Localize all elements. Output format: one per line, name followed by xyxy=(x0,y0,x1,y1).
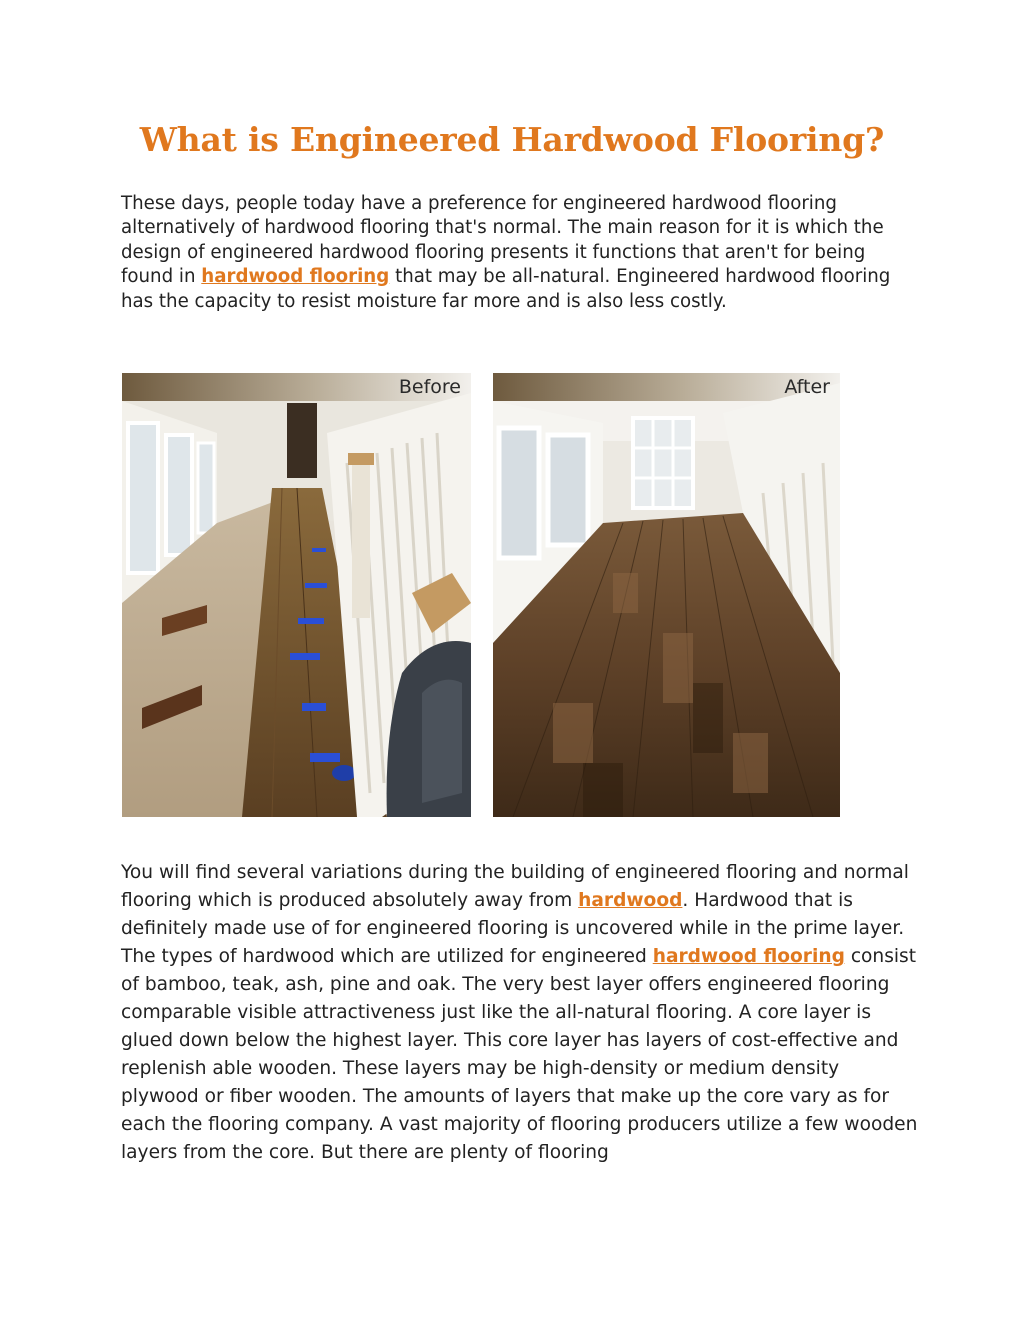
before-label: Before xyxy=(398,376,461,398)
body-text-3: consist of bamboo, teak, ash, pine and oak. The very best layer offers engineered flooring comparable visible attractiveness just like the all-natural flooring. A core layer is glued down below the highest layer. This core layer has layers of cost-effective and replenish able wooden. These layers may be high-density or medium density plywood or fiber wooden. The amounts of layers that make up the core vary as for each the flooring company. A vast majority of flooring producers utilize a few wooden layers from the core. But there are plenty of flooring xyxy=(121,946,918,1163)
intro-paragraph xyxy=(121,192,911,314)
hardwood-link[interactable]: hardwood xyxy=(578,890,683,911)
body-text-1: You will find several variations during the building of engineered flooring and normal flooring which is produced absolutely away from xyxy=(121,862,909,911)
after-photo xyxy=(493,373,840,817)
page-title: What is Engineered Hardwood Flooring? xyxy=(139,120,885,159)
hardwood-flooring-link-2[interactable]: hardwood flooring xyxy=(652,946,845,967)
before-photo xyxy=(122,373,471,817)
body-paragraph xyxy=(121,859,921,1167)
body-text-2: . Hardwood that is definitely made use of for engineered flooring is uncovered while in the prime layer. The types of hardwood which are utilized for engineered xyxy=(121,890,905,967)
intro-text-end: that may be all-natural. Engineered hardwood flooring has the capacity to resist moisture far more and is also less costly. xyxy=(121,266,891,312)
hardwood-flooring-link[interactable]: hardwood flooring xyxy=(201,266,390,288)
intro-text-start: These days, people today have a preference for engineered hardwood flooring alternatively of hardwood flooring that's normal. The main reason for it is which the design of engineered hardwood flooring presents it functions that aren't for being found in xyxy=(121,193,884,288)
after-label: After xyxy=(784,376,830,398)
before-photo-illustration xyxy=(122,373,471,817)
after-photo-illustration xyxy=(493,373,840,817)
